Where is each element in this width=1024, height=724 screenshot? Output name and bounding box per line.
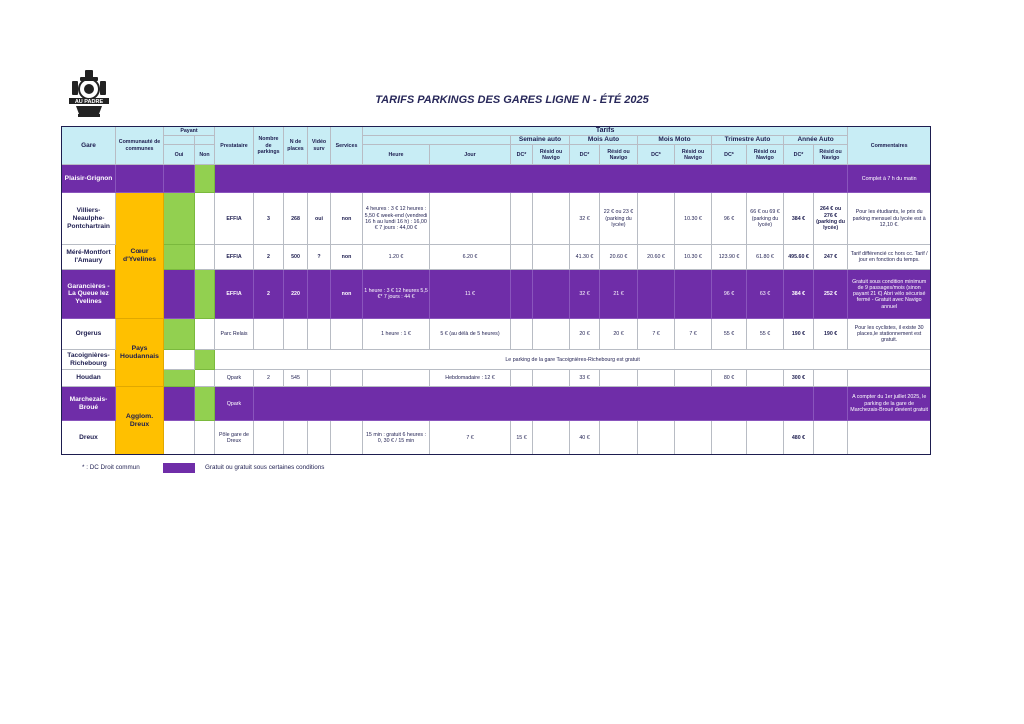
header-heure: Heure (363, 145, 430, 165)
table-row: Villiers-Neaulphe-Pontchartrain Cœur d'Yvelines EFFIA 3 268 oui non 4 heures : 3 € 12 heures : 5,50 € week-end (vendredi 16 h au lundi 16 h) : 16,00 € 7 jours : 44,00 € 32 € 22 € ou 23 € (parking du lycée) 10.30 € 96 € 66 € ou 69 € (parking du lycée) 384 € 264 € ou 276 € (parking du lycée) Pour les étudiants, le prix du parking mensuel du lycée est à 12,10 €. (62, 193, 931, 245)
gare-name: Tacoignières-Richebourg (62, 350, 116, 370)
header-payant-sub (164, 136, 195, 145)
header-dc: DC* (570, 145, 600, 165)
header-mois-moto: Mois Moto (638, 136, 712, 145)
comment-cell: A compter du 1er juillet 2025, le parking de la gare de Marchezais-Broué devient gratuit (848, 387, 931, 421)
gare-name: Dreux (62, 421, 116, 455)
payant-oui-cell (164, 370, 195, 387)
header-dc: DC* (784, 145, 814, 165)
header-oui: Oui (164, 145, 195, 165)
header-communaute: Communauté de communes (116, 127, 164, 165)
header-services: Services (331, 127, 363, 165)
payant-non-cell (195, 165, 215, 193)
header-video: Vidéo surv (308, 127, 331, 165)
gare-name: Marchezais-Broué (62, 387, 116, 421)
page-title: TARIFS PARKINGS DES GARES LIGNE N - ÉTÉ 2025 (375, 94, 649, 106)
header-dc: DC* (712, 145, 747, 165)
header-trimestre-auto: Trimestre Auto (712, 136, 784, 145)
gare-name: Villiers-Neaulphe-Pontchartrain (62, 193, 116, 245)
table-row: Dreux Pôle gare de Dreux 15 min : gratuit 6 heures : 0, 30 € / 15 min 7 € 15 € 40 € 480 € (62, 421, 931, 455)
header-resid: Résid ou Navigo (533, 145, 570, 165)
community-coeur: Cœur d'Yvelines (116, 193, 164, 319)
header-gare: Gare (62, 127, 116, 165)
svg-text:AU PADRE: AU PADRE (74, 99, 104, 105)
comment-cell: Tarif différencié cc hors cc. Tarif / jour en fonction du temps. (848, 245, 931, 270)
table-row: Marchezais-Broué Agglom. Dreux Qpark A compter du 1er juillet 2025, le parking de la gare de Marchezais-Broué devient gratuit (62, 387, 931, 421)
payant-non-cell (195, 270, 215, 319)
payant-oui-cell (164, 193, 195, 245)
table-row: Garancières - La Queue lez Yvelines EFFIA 2 220 non 1 heure : 3 € 12 heures 5,5 €* 7 jours : 44 € 11 € 32 € 21 € 96 € 63 € 384 € 252 € Gratuit sous condition minimum de 9 passages/mois (sinon payant 21 €) Abri vélo sécurisé fermé - Gratuit avec Navigo annuel (62, 270, 931, 319)
header-resid: Résid ou Navigo (675, 145, 712, 165)
payant-oui-cell (164, 245, 195, 270)
payant-non-cell (195, 387, 215, 421)
header-prestataire: Prestataire (215, 127, 254, 165)
comment-cell: Complet à 7 h du matin (848, 165, 931, 193)
community-pays: Pays Houdannais (116, 319, 164, 387)
header-resid: Résid ou Navigo (814, 145, 848, 165)
header-jour: Jour (430, 145, 511, 165)
gare-name: Méré-Montfort l'Amaury (62, 245, 116, 270)
gratuit-note: Le parking de la gare Tacoignières-Richebourg est gratuit (215, 350, 931, 370)
gare-name: Houdan (62, 370, 116, 387)
community-agglo: Agglom. Dreux (116, 387, 164, 455)
header-non: Non (195, 145, 215, 165)
header-commentaires: Commentaires (848, 127, 931, 165)
table-row (62, 350, 931, 370)
gare-name: Plaisir-Grignon (62, 165, 116, 193)
header-mois-auto: Mois Auto (570, 136, 638, 145)
header-annee-auto: Année Auto (784, 136, 848, 145)
header-semaine-auto: Semaine auto (511, 136, 570, 145)
comment-cell: Gratuit sous condition minimum de 9 passages/mois (sinon payant 21 €) Abri vélo sécurisé fermé - Gratuit avec Navigo annuel (848, 270, 931, 319)
comment-cell: Pour les cyclistes, il existe 30 places,le stationnement est gratuit. (848, 319, 931, 350)
payant-oui-cell (164, 319, 195, 350)
header-resid: Résid ou Navigo (600, 145, 638, 165)
legend-purple-swatch (163, 463, 195, 473)
table-row (62, 165, 931, 193)
table-row: Méré-Montfort l'Amaury EFFIA 2 500 ? non 1.20 € 6.20 € 41.30 € 20.60 € 20.60 € 10.30 € 123.90 € 61.80 € 495.60 € 247 € Tarif différencié cc hors cc. Tarif / jour en fonction du temps. (62, 245, 931, 270)
parking-tariffs-table (61, 126, 931, 455)
gare-name: Orgerus (62, 319, 116, 350)
header-resid: Résid ou Navigo (747, 145, 784, 165)
comment-cell: Pour les étudiants, le prix du parking mensuel du lycée est à 12,10 €. (848, 193, 931, 245)
payant-non-cell (195, 350, 215, 370)
header-blank (363, 136, 511, 145)
header-dc: DC* (638, 145, 675, 165)
legend-purple-label: Gratuit ou gratuit sous certaines conditions (205, 464, 325, 471)
header-tarifs: Tarifs (363, 127, 848, 136)
header-dc: DC* (511, 145, 533, 165)
legend-dc: * : DC Droit commun (82, 464, 140, 471)
header-payant-sub2 (195, 136, 215, 145)
header-n-places: N de places (284, 127, 308, 165)
table-row: Houdan Qpark 2 545 Hebdomadaire : 12 € 33 € 80 € 300 € (62, 370, 931, 387)
header-nombre-parkings: Nombre de parkings (254, 127, 284, 165)
gare-name: Garancières - La Queue lez Yvelines (62, 270, 116, 319)
table-row: Orgerus Pays Houdannais Parc Relais 1 heure : 1 € 5 € (au délà de 5 heures) 20 € 20 € 7 € 7 € 55 € 55 € 190 € 190 € Pour les cyclistes, il existe 30 places,le stationnement est gratuit. (62, 319, 931, 350)
header-payant: Payant (164, 127, 215, 136)
